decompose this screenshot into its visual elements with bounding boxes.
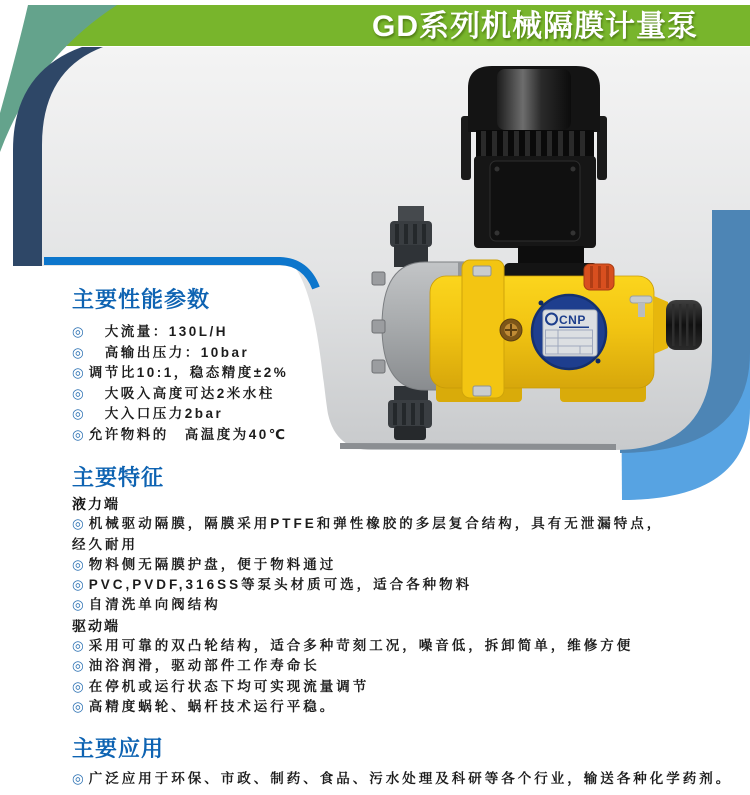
bullet-icon: ◎	[72, 406, 84, 421]
list-item: ◎ 允许物料的 高温度为40℃	[72, 426, 288, 442]
bullet-icon: ◎	[72, 344, 84, 360]
bullet-icon: ◎	[72, 516, 84, 532]
stroke-adjuster-taper	[654, 296, 668, 354]
list-item: ◎ 大入口压力2bar	[72, 406, 224, 421]
page-title: GD系列机械隔膜计量泵	[372, 10, 698, 43]
bullet-icon: ◎	[72, 324, 84, 339]
bullet-icon: ◎	[72, 385, 84, 401]
list-item: ◎ 机械驱动隔膜，隔膜采用PTFE和弹性橡胶的多层复合结构，具有无泄漏特点，经久耐用	[72, 516, 664, 552]
brand-logo-text: CNP	[559, 313, 586, 327]
bolt-icon	[473, 386, 491, 396]
pump-flange	[462, 260, 504, 398]
list-item: ◎ 大流量：130L/H	[72, 324, 229, 339]
thumb-screw	[630, 296, 652, 303]
section-performance	[72, 287, 412, 445]
bullet-icon: ◎	[72, 597, 84, 613]
list-item: ◎ 高输出压力：10bar	[72, 344, 250, 360]
bullet-icon: ◎	[72, 698, 84, 714]
list-item: ◎ 自清洗单向阀结构	[72, 597, 221, 613]
list-item: ◎ 调节比10:1，稳态精度±2%	[72, 365, 289, 380]
section-applications	[72, 735, 750, 789]
motor-terminal-box	[490, 161, 580, 241]
section-title-applications: 主要应用	[72, 736, 165, 761]
bolt-icon	[539, 301, 544, 306]
list-item: ◎ 广泛应用于环保、市政、制药、食品、污水处理及科研等各个行业，输送各种化学药剂。	[72, 771, 733, 786]
bullet-icon: ◎	[72, 658, 84, 674]
list-item: ◎ PVC,PVDF,316SS等泵头材质可选，适合各种物料	[72, 577, 473, 593]
pump-nameplate	[532, 295, 606, 369]
stroke-adjust-knob	[666, 300, 702, 350]
bolt-icon	[372, 272, 385, 285]
bolt-icon	[596, 359, 601, 364]
list-item: ◎ 高精度蜗轮、蜗杆技术运行平稳。	[72, 698, 337, 714]
bullet-icon: ◎	[72, 365, 84, 380]
section-title-performance: 主要性能参数	[72, 287, 211, 312]
bullet-icon: ◎	[72, 771, 84, 786]
panel-bottom-shadow	[340, 446, 616, 447]
section-features	[72, 464, 676, 717]
subsection-hydraulic-end: 液力端	[72, 496, 120, 512]
bolt-icon	[473, 266, 491, 276]
bullet-icon: ◎	[72, 556, 84, 572]
section-title-features: 主要特征	[72, 465, 165, 490]
subsection-drive-end: 驱动端	[72, 617, 120, 634]
bullet-icon: ◎	[72, 426, 84, 442]
list-item: ◎ 大吸入高度可达2米水柱	[72, 385, 275, 401]
list-item: ◎ 采用可靠的双凸轮结构，适合多种苛刻工况，噪音低，拆卸简单，维修方便	[72, 638, 634, 654]
list-item: ◎ 在停机或运行状态下均可实现流量调节	[72, 678, 370, 694]
performance-list	[72, 322, 412, 445]
bullet-icon: ◎	[72, 678, 84, 694]
bullet-icon: ◎	[72, 638, 84, 654]
list-item: ◎ 物料侧无隔膜护盘，便于物料通过	[72, 556, 337, 572]
list-item: ◎ 油浴润滑，驱动部件工作寿命长	[72, 658, 320, 674]
bullet-icon: ◎	[72, 577, 84, 593]
